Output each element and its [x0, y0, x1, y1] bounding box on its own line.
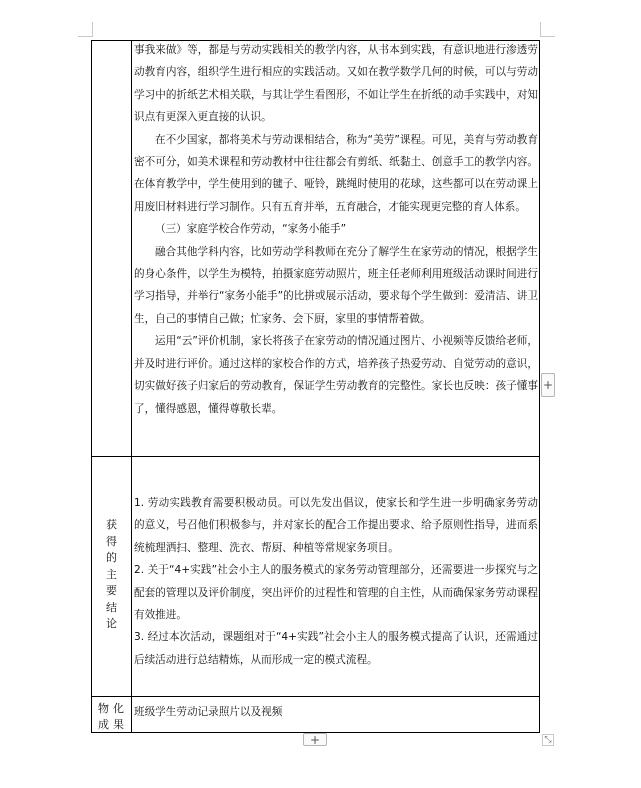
- table-resize-handle-icon[interactable]: ⤡: [542, 734, 554, 746]
- paragraph-home-helper: 融合其他学科内容，比如劳动学科教师在充分了解学生在家劳动的情况，根据学生的身心条件，以学生为模特，拍摄家庭劳动照片，班主任老师利用班级活动课时间进行学习指导，并举行“家务小能手”的比拼或展示活动，要求每个学生做到：爱清洁、讲卫生，自己的事情自己做；忙家务、会下厨，家里的事情帮着做。: [134, 245, 538, 325]
- paragraph-cloud-evaluation: 运用“云”评价机制，家长将孩子在家劳动的情况通过图片、小视频等反馈给老师，并及时进行评价。通过这样的家校合作的方式，培养孩子热爱劳动、自觉劳动的意识，切实做好孩子归家后的劳动教育，保证学生劳动教育的完整性。家长也反映：孩子懂事了，懂得感恩，懂得尊敬长辈。: [134, 335, 538, 415]
- conclusions-cell[interactable]: [134, 492, 538, 671]
- outputs-label: [92, 701, 131, 733]
- conclusions-label: [92, 517, 131, 633]
- paragraph-continued: 事我来做》等，都是与劳动实践相关的教学内容，从书本到实践，有意识地进行渗透劳动教育内容，组织学生进行相应的实践活动。又如在教学数学几何的时候，可以与劳动学习中的折纸艺术相关联，与其让学生看图形，不如让学生在折纸的动手实践中，对知识点有更深入更直接的认识。: [134, 44, 538, 124]
- outputs-cell[interactable]: [134, 701, 538, 723]
- add-row-button[interactable]: +: [303, 733, 327, 746]
- paragraph-arts-labor: 在不少国家，都将美术与劳动课相结合，称为“美劳”课程。可见，美育与劳动教育密不可分，如美术课程和劳动教材中往往都会有剪纸、纸黏土、创意手工的教学内容。在体育教学中，学生使用到的毽子、哑铃，跳绳时使用的花球，这些都可以在劳动课上用废旧材料进行学习制作。只有五育并举，五育融合，才能实现更完整的育人体系。: [134, 133, 538, 213]
- label-char: 要: [106, 584, 117, 597]
- label-char: 论: [106, 617, 117, 630]
- label-line: 成果: [98, 718, 128, 731]
- conclusion-item-3: 3. 经过本次活动，课题组对于“4+实践”社会小主人的服务模式提高了认识，还需通过后续活动进行总结精炼，从而形成一定的模式流程。: [134, 631, 538, 666]
- page-margin-corner-top-right: [540, 22, 555, 37]
- column-divider: [131, 41, 132, 732]
- subheading-home-school: （三）家庭学校合作劳动，“家务小能手”: [155, 223, 347, 236]
- report-table: [91, 40, 540, 733]
- add-column-button[interactable]: +: [541, 373, 555, 397]
- label-char: 主: [106, 567, 117, 581]
- label-char: 结: [106, 600, 117, 614]
- conclusion-item-1: 1. 劳动实践教育需要积极动员。可以先发出倡议，使家长和学生进一步明确家务劳动的意义，号召他们积极参与，并对家长的配合工作提出要求、给予原则性指导，进而系统梳理洒扫、整理、洗衣、帮厨、种植等常规家务项目。: [134, 497, 538, 554]
- row-divider-2: [92, 696, 539, 697]
- outputs-text: 班级学生劳动记录照片以及视频: [134, 706, 283, 718]
- label-char: 得: [106, 534, 117, 548]
- practice-content-cell[interactable]: [134, 39, 538, 420]
- label-char: 的: [106, 551, 117, 564]
- label-char: 获: [106, 518, 117, 531]
- label-line: 物化: [98, 702, 128, 715]
- page-margin-corner-top-left: [78, 22, 93, 37]
- conclusion-item-2: 2. 关于“4+实践”社会小主人的服务模式的家务劳动管理部分，还需要进一步探究与之配套的管理以及评价制度，突出评价的过程性和管理的自主性，从而确保家务劳动课程有效推进。: [134, 564, 538, 622]
- row-divider-1: [92, 456, 539, 457]
